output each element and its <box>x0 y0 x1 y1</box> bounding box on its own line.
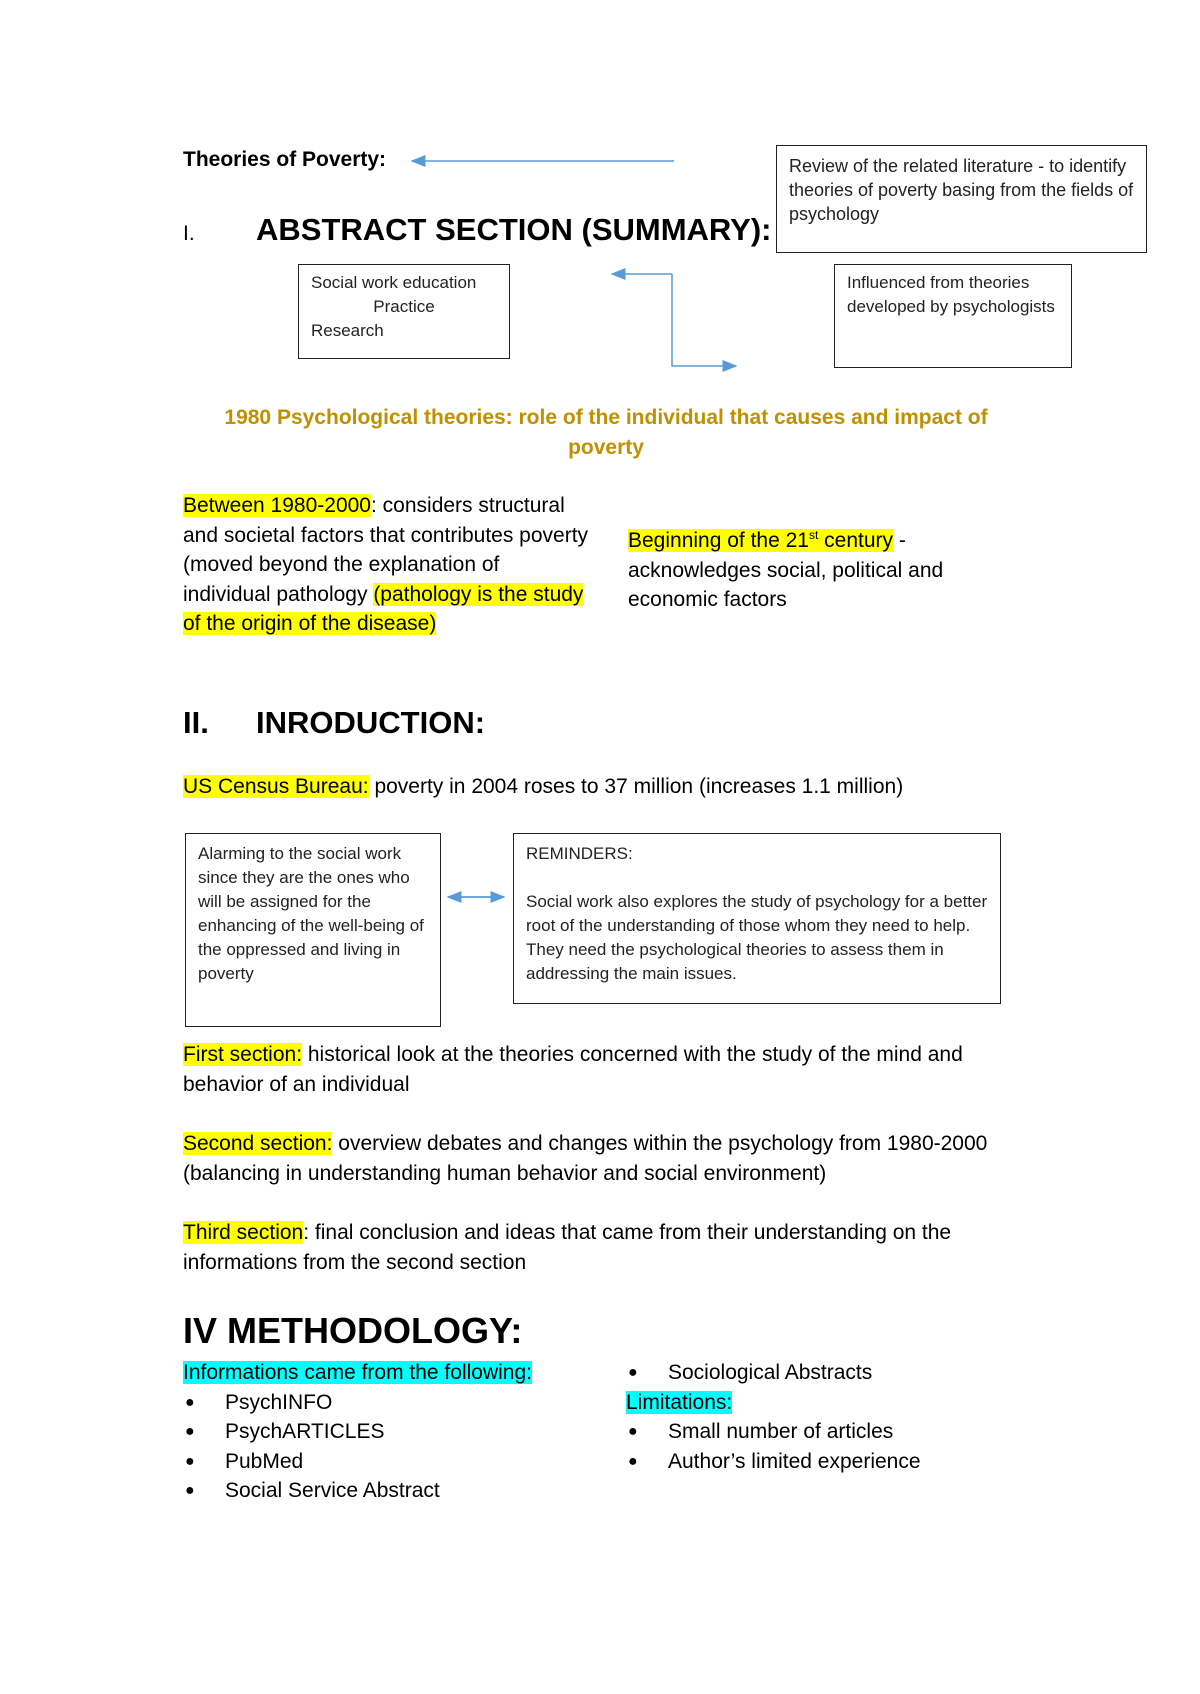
box-influenced: Influenced from theories developed by psychologists <box>834 264 1072 368</box>
census-text: poverty in 2004 roses to 37 million (increases 1.1 million) <box>368 775 904 798</box>
bullet-icon: ● <box>185 1482 195 1499</box>
first-section-paragraph <box>183 1040 1043 1099</box>
methodology-right-column <box>626 1358 1046 1476</box>
highlight-sources-label: Informations came from the following: <box>183 1361 532 1384</box>
reminders-title: REMINDERS: <box>526 844 633 863</box>
section-1-number: I. <box>183 222 195 245</box>
abstract-right-column <box>628 521 988 615</box>
second-section-text: overview debates and changes within the psychology from 1980-2000 (balancing in understanding human behavior and social environment) <box>183 1132 988 1185</box>
list-item: ● Small number of articles <box>626 1417 1046 1447</box>
highlight-limitations-label: Limitations: <box>626 1390 733 1414</box>
bullet-icon: ● <box>628 1364 638 1381</box>
list-item: ● Sociological Abstracts <box>626 1358 1046 1388</box>
text-century: century <box>818 529 894 552</box>
third-section-text: : final conclusion and ideas that came from their understanding on the informations from the second section <box>183 1221 952 1274</box>
second-section-paragraph <box>183 1129 1043 1188</box>
list-item: ● Author’s limited experience <box>626 1447 1046 1477</box>
box-alarming: Alarming to the social work since they are the ones who will be assigned for the enhancing of the well-being of the oppressed and living in poverty <box>185 833 441 1027</box>
center-statement: 1980 Psychological theories: role of the individual that causes and impact of poverty <box>224 406 988 459</box>
box-line: Social work education <box>311 273 477 292</box>
first-section-text: historical look at the theories concerned with the study of the mind and behavior of an individual <box>183 1043 963 1096</box>
superscript-st: st <box>808 528 819 542</box>
box-line: Research <box>311 321 384 340</box>
callout-review-literature: Review of the related literature - to identify theories of poverty basing from the fields of psychology <box>776 145 1147 253</box>
list-item: ● PubMed <box>183 1447 613 1477</box>
document-title: Theories of Poverty: <box>183 148 387 171</box>
highlight-first-section: First section: <box>183 1043 303 1066</box>
box-reminders <box>513 833 1001 1004</box>
section-1-heading: ABSTRACT SECTION (SUMMARY): <box>256 212 772 247</box>
bullet-icon: ● <box>185 1423 195 1440</box>
census-paragraph <box>183 772 1083 802</box>
sources-list <box>183 1388 613 1506</box>
section-2-heading: INRODUCTION: <box>256 705 486 740</box>
text-acknowledges: - acknowledges social, political and economic factors <box>628 529 944 611</box>
highlight-21st-century <box>628 529 893 552</box>
highlight-census: US Census Bureau: <box>183 775 369 798</box>
bullet-icon: ● <box>628 1452 638 1470</box>
reminders-text: Social work also explores the study of psychology for a better root of the understanding of those whom they need to help. They need the psychological theories to assess them in addressing the main issues. <box>526 892 988 983</box>
highlight-second-section: Second section: <box>183 1132 333 1155</box>
bullet-icon: ● <box>628 1423 638 1440</box>
bullet-icon: ● <box>185 1452 195 1470</box>
list-item: ● PsychARTICLES <box>183 1417 613 1447</box>
sources-list-continued <box>626 1358 1046 1388</box>
third-section-paragraph <box>183 1218 1043 1277</box>
bullet-icon: ● <box>185 1393 195 1411</box>
text-between: : considers structural and societal factors that contributes poverty (moved beyond the explanation of individual pathology <box>183 494 589 606</box>
abstract-left-column <box>183 491 589 639</box>
section-2-number: II. <box>183 705 209 740</box>
list-item: ● PsychINFO <box>183 1388 613 1418</box>
text-beginning: Beginning of the 21 <box>628 529 809 552</box>
box-line: Practice <box>373 297 435 316</box>
highlight-between: Between 1980-2000 <box>183 494 371 517</box>
elbow-arrow-right <box>672 274 736 366</box>
section-4-heading: IV METHODOLOGY: <box>183 1310 523 1351</box>
box-social-work <box>298 264 510 359</box>
highlight-third-section: Third section <box>183 1221 304 1244</box>
list-item: ● Social Service Abstract <box>183 1476 613 1506</box>
limitations-list <box>626 1417 1046 1476</box>
highlight-pathology-note: (pathology is the study of the origin of the disease) <box>183 582 584 635</box>
methodology-left-column <box>183 1358 613 1506</box>
